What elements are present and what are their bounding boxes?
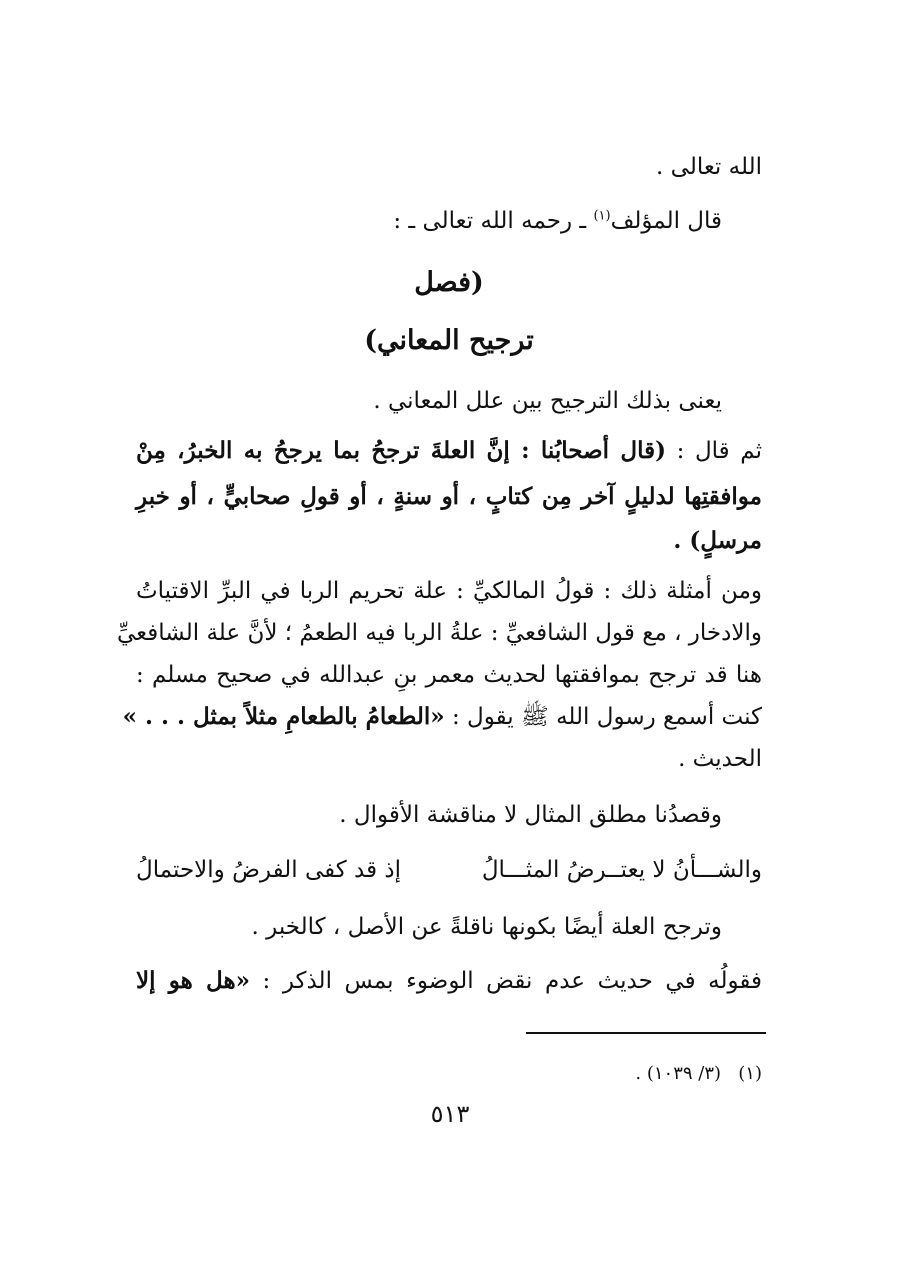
line-7-text: موافقتِها لدليلٍ آخر مِن كتابٍ ، أو سنةٍ ، أو قولِ صحابيٍّ ، أو خبرِ bbox=[136, 483, 762, 510]
footnote-1 bbox=[635, 1062, 762, 1086]
heading-tarjih-text: ترجيح المعاني) bbox=[364, 325, 534, 356]
line-5-text: يعنى بذلك الترجيح بين علل المعاني . bbox=[373, 388, 722, 414]
text-line-6 bbox=[136, 436, 762, 466]
text-line-2 bbox=[96, 206, 722, 236]
section-heading-tarjih bbox=[136, 326, 762, 356]
line-9-text: ومن أمثلة ذلك : قولُ المالكيِّ : علة تحريم الربا في البرِّ الاقتياتُ bbox=[136, 578, 762, 604]
line-14-text: وقصدُنا مطلق المثال لا مناقشة الأقوال . bbox=[339, 802, 722, 828]
page-number-text: ٥١٣ bbox=[430, 1100, 470, 1128]
text-line-12 bbox=[122, 702, 762, 732]
text-line-11 bbox=[136, 660, 762, 690]
line-6-prefix: ثم قال : bbox=[665, 438, 762, 464]
line-6-quote: (قال أصحابُنا : إنَّ العلةَ ترجحُ بما يرجحُ به الخبرُ، مِنْ bbox=[136, 437, 666, 464]
text-line-1 bbox=[136, 152, 762, 182]
line-12-prefix: كنت أسمع رسول الله ﷺ يقول : bbox=[444, 704, 762, 730]
verse-second-hemistich: إذ قد كفى الفرضُ والاحتمالُ bbox=[136, 857, 402, 883]
page-number bbox=[0, 1100, 900, 1128]
text-line-7 bbox=[136, 482, 762, 512]
section-heading-fasl bbox=[136, 268, 762, 298]
text-line-13 bbox=[136, 744, 762, 774]
line-11-text: هنا قد ترجح بموافقتها لحديث معمر بنِ عبدالله في صحيح مسلم : bbox=[136, 662, 762, 688]
heading-fasl-text: (فصل bbox=[414, 267, 484, 298]
author-blessing-text: ـ رحمه الله تعالى ـ : bbox=[393, 208, 594, 234]
line-10-text: والادخار ، مع قول الشافعيِّ : علةُ الربا فيه الطعمُ ؛ لأنَّ علة الشافعيِّ bbox=[116, 620, 762, 646]
line-13-text: الحديث . bbox=[678, 746, 762, 772]
line-1-text: الله تعالى . bbox=[656, 154, 762, 180]
line-8-text: مرسلٍ) . bbox=[673, 527, 762, 554]
text-line-10 bbox=[116, 618, 762, 648]
line-17-quote: «هل هو إلا bbox=[136, 967, 250, 994]
text-line-8 bbox=[136, 526, 762, 556]
line-17-prefix: فقولُه في حديث عدم نقض الوضوء بمس الذكر : bbox=[249, 968, 762, 994]
footnote-marker: (١) bbox=[738, 1063, 762, 1084]
footnote-ref-1: (١) bbox=[593, 208, 611, 224]
verse-first-hemistich: والشـــأنُ لا يعتــرضُ المثـــالُ bbox=[481, 857, 762, 883]
poetry-verse bbox=[136, 855, 762, 885]
text-line-14 bbox=[96, 800, 722, 830]
text-line-9 bbox=[136, 576, 762, 606]
text-line-5 bbox=[96, 386, 722, 416]
line-16-text: وترجح العلة أيضًا بكونها ناقلةً عن الأصل ، كالخبر . bbox=[251, 914, 722, 940]
author-said-text: قال المؤلف bbox=[610, 208, 722, 234]
text-line-16 bbox=[96, 912, 722, 942]
footnote-divider bbox=[526, 1032, 766, 1034]
footnote-text: (٣/ ١٠٣٩) . bbox=[635, 1063, 722, 1084]
text-line-17 bbox=[136, 966, 762, 996]
hadith-quote: «الطعامُ بالطعامِ مثلاً بمثل . . . » bbox=[122, 703, 445, 730]
